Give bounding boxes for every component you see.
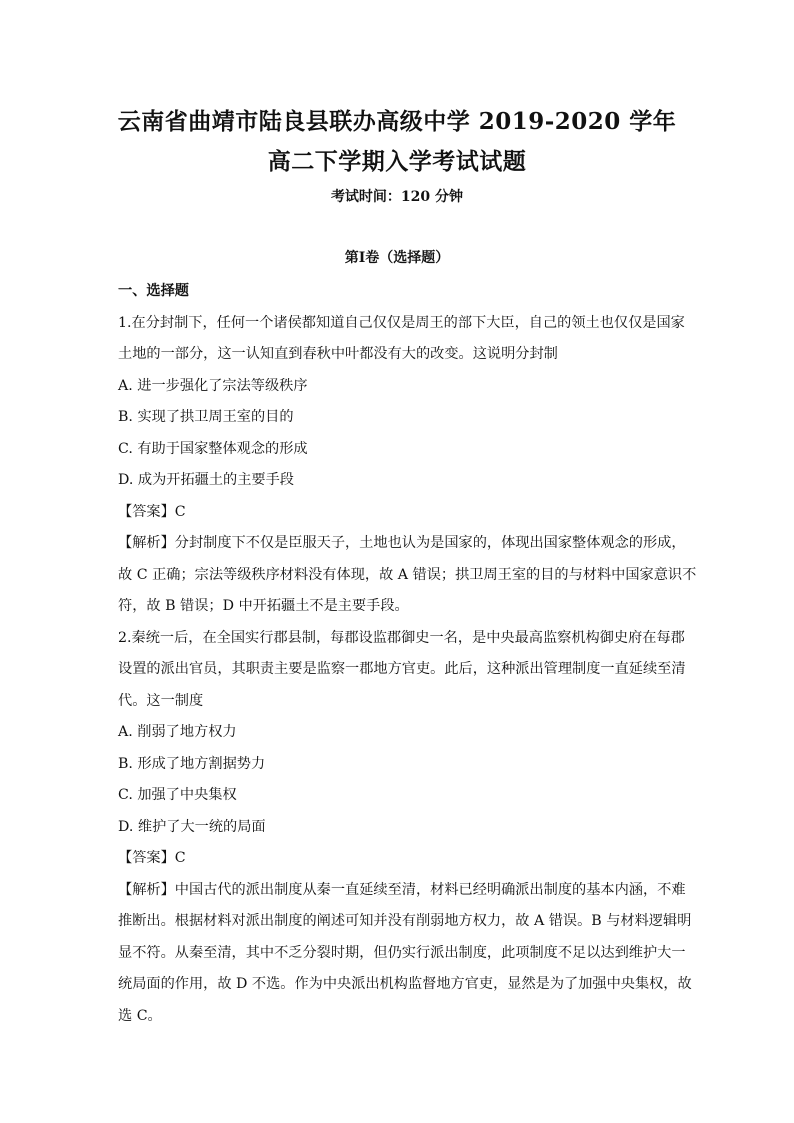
q2-analysis-line4: 统局面的作用，故 D 不选。作为中央派出机构监督地方官吏，显然是为了加强中央集权，故 (118, 976, 692, 992)
q1-option-a: A. 进一步强化了宗法等级秩序 (118, 377, 308, 394)
q2-stem-line3: 代。这一制度 (118, 692, 204, 709)
q1-option-b: B. 实现了拱卫周王室的目的 (118, 409, 294, 425)
section-heading: 一、选择题 (118, 283, 189, 299)
q1-analysis-line2: 故 C 正确；宗法等级秩序材料没有体现，故 A 错误；拱卫周王室的目的与材料中国家意识不 (118, 566, 697, 583)
q1-stem-line2: 土地的一部分，这一认知直到春秋中叶都没有大的改变。这说明分封制 (118, 346, 558, 362)
exam-time: 考试时间：120 分钟 (330, 189, 464, 205)
q1-analysis-line3: 符，故 B 错误；D 中开拓疆土不是主要手段。 (118, 598, 409, 614)
q2-option-d: D. 维护了大一统的局面 (118, 818, 266, 835)
q2-option-a: A. 削弱了地方权力 (118, 724, 237, 740)
document-title-line1: 云南省曲靖市陆良县联办高级中学 2019-2020 学年 (117, 108, 677, 135)
q2-answer: 【答案】C (118, 850, 186, 866)
q2-analysis-line5: 选 C。 (118, 1007, 162, 1024)
document-body (118, 276, 697, 1032)
q2-stem-line1: 2.秦统一后，在全国实行郡县制，每郡设监郡御史一名，是中央最高监察机构御史府在每郡 (118, 629, 685, 646)
q1-option-d: D. 成为开拓疆土的主要手段 (118, 472, 294, 488)
document-title-line2: 高二下学期入学考试试题 (267, 148, 527, 175)
q2-analysis-line3: 显不符。从秦至清，其中不乏分裂时期，但仍实行派出制度，此项制度不足以达到维护大一 (118, 944, 686, 961)
q1-analysis-line1: 【解析】分封制度下不仅是臣服天子，土地也认为是国家的，体现出国家整体观念的形成， (118, 535, 686, 551)
q2-analysis-line2: 推断出。根据材料对派出制度的阐述可知并没有削弱地方权力，故 A 错误。B 与材料逻辑明 (118, 913, 692, 929)
part-title: 第Ⅰ卷（选择题） (344, 250, 450, 266)
q2-stem-line2: 设置的派出官员，其职责主要是监察一郡地方官吏。此后，这种派出管理制度一直延续至清 (118, 661, 686, 677)
q1-option-c: C. 有助于国家整体观念的形成 (118, 440, 308, 457)
q1-stem-line1: 1.在分封制下，任何一个诸侯都知道自己仅仅是周王的部下大臣，自己的领土也仅仅是国家 (118, 314, 685, 331)
q2-analysis-line1: 【解析】中国古代的派出制度从秦一直延续至清，材料已经明确派出制度的基本内涵，不难 (118, 881, 686, 898)
q1-answer: 【答案】C (118, 503, 186, 520)
q2-option-b: B. 形成了地方割据势力 (118, 755, 266, 772)
q2-option-c: C. 加强了中央集权 (118, 787, 237, 803)
